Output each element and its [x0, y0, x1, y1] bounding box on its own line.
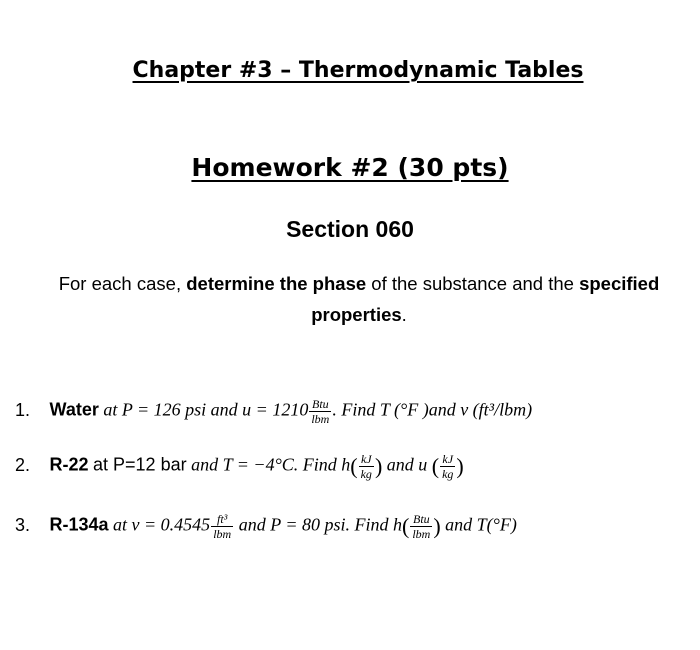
instructions-text-2: of the substance and the [366, 273, 580, 294]
problem-2-unit1-fraction [359, 452, 374, 481]
problem-2-unit2-denominator: kg [442, 467, 454, 481]
problem-2-unit1-numerator: kJ [359, 452, 374, 467]
instructions-text-3: . [401, 304, 407, 325]
problem-1-find: . Find T (°F )and v (ft³/lbm) [332, 399, 533, 420]
problem-3-unit2-numerator: Btu [410, 512, 432, 527]
problem-3-unit2-denominator: lbm [412, 527, 431, 541]
problem-3 [15, 512, 695, 541]
instructions-text-1: For each case, [58, 273, 187, 294]
problem-1-unit-denominator: lbm [311, 412, 330, 426]
problem-2-number: 2. [15, 454, 31, 475]
instructions [20, 268, 698, 330]
problem-2-find-mid: and u [386, 454, 428, 475]
instructions-bold-2: specified properties [311, 273, 660, 325]
problem-3-find-mid: and P = 80 psi. Find h [238, 514, 403, 535]
close-paren-icon: ) [433, 513, 441, 539]
problem-2 [15, 452, 695, 481]
problem-1-unit-fraction [309, 397, 331, 426]
problem-3-conditions: at v = 0.4545 [113, 514, 211, 535]
close-paren-icon: ) [374, 453, 383, 479]
open-paren-icon: ( [402, 513, 410, 539]
open-paren-icon: ( [350, 453, 358, 479]
close-paren-icon: ) [456, 453, 464, 479]
problem-2-conditions: and T = −4°C. Find h [191, 454, 351, 475]
problem-3-number: 3. [15, 514, 31, 535]
problem-1-number: 1. [15, 399, 31, 420]
problem-1-conditions: at P = 126 psi and u = 1210 [103, 399, 309, 420]
open-paren-icon: ( [431, 453, 440, 479]
problem-2-unit1-denominator: kg [360, 467, 372, 481]
problem-2-unit2-fraction [440, 452, 455, 481]
problem-3-substance: R-134a [49, 514, 109, 535]
homework-title: Homework #2 (30 pts) [191, 153, 509, 182]
problem-1-substance: Water [49, 399, 99, 420]
problem-3-unit-denominator: lbm [213, 527, 232, 541]
problem-2-unit2-numerator: kJ [440, 452, 455, 467]
problem-2-pressure: at P=12 bar [93, 454, 187, 475]
problem-1 [15, 397, 695, 426]
problem-1-unit-numerator: Btu [309, 397, 331, 412]
chapter-title: Chapter #3 – Thermodynamic Tables [132, 58, 584, 83]
problem-3-find-end: and T(°F) [445, 514, 517, 535]
instructions-bold-1: determine the phase [186, 273, 367, 294]
problem-3-unit-numerator: ft³ [211, 512, 233, 527]
problem-3-unit-fraction [211, 512, 233, 541]
problem-2-substance: R-22 [49, 454, 89, 475]
section-label: Section 060 [286, 216, 414, 242]
problem-3-unit2-fraction [410, 512, 432, 541]
